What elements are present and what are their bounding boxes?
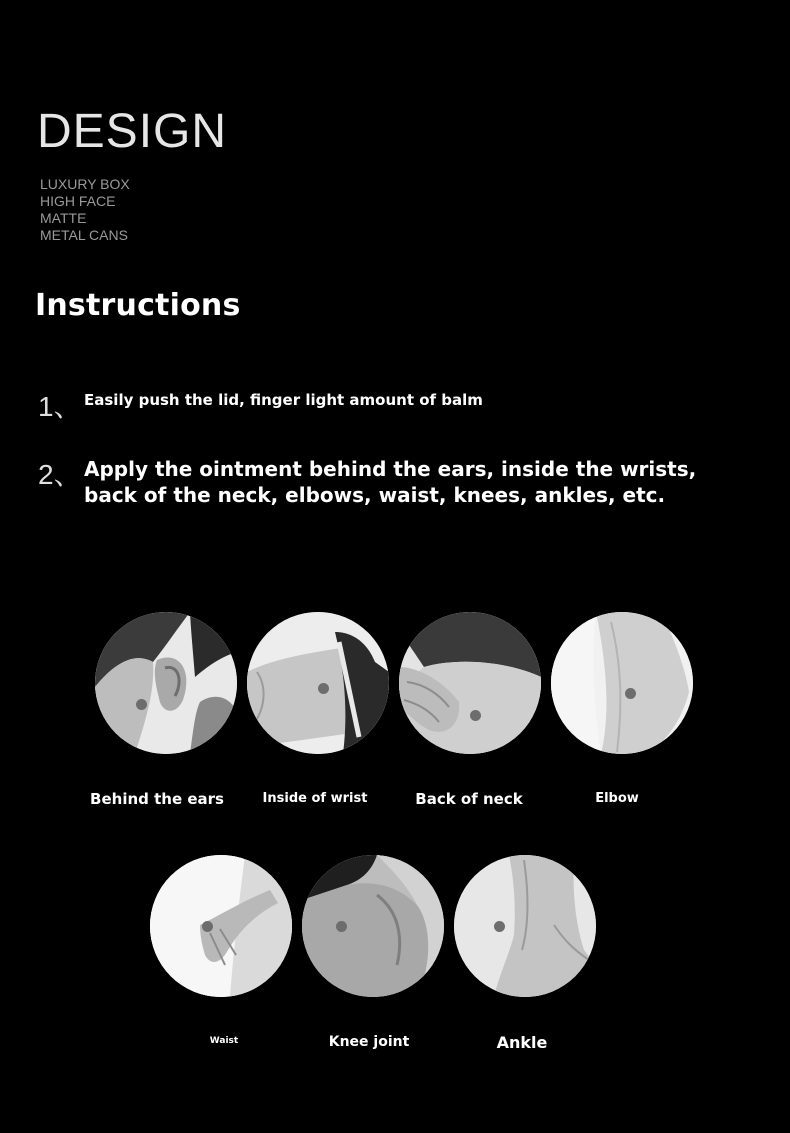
neck-photo-icon [399, 612, 541, 754]
design-feature-item: HIGH FACE [40, 193, 116, 209]
point-caption: Knee joint [328, 1034, 410, 1050]
application-point-dot [625, 688, 636, 699]
application-point-dot [136, 699, 147, 710]
step-text: Apply the ointment behind the ears, inside the wrists, back of the neck, elbows, waist, knees, ankles, etc. [84, 457, 697, 507]
design-feature-item: LUXURY BOX [40, 176, 130, 192]
design-feature-item: METAL CANS [40, 227, 128, 243]
application-point-dot [494, 921, 505, 932]
application-point-dot [336, 921, 347, 932]
ankle-photo-icon [454, 855, 596, 997]
point-caption: Ankle [496, 1033, 548, 1052]
ear-photo-icon [95, 612, 237, 754]
knee-photo-icon [302, 855, 444, 997]
step-text: Easily push the lid, finger light amount of balm [84, 391, 483, 409]
point-caption: Inside of wrist [262, 791, 368, 806]
ear-photo-icon [95, 612, 237, 754]
ankle-photo-icon [454, 855, 596, 997]
design-heading: DESIGN [37, 105, 228, 158]
wrist-photo-icon [247, 612, 389, 754]
waist-photo-icon [150, 855, 292, 997]
design-feature-item: MATTE [40, 210, 87, 226]
neck-photo-icon [399, 612, 541, 754]
knee-photo-icon [302, 855, 444, 997]
step-number: 1、 [38, 391, 82, 422]
waist-photo-icon [150, 855, 292, 997]
point-caption: Elbow [595, 791, 639, 806]
application-point-dot [318, 683, 329, 694]
elbow-photo-icon [551, 612, 693, 754]
point-caption: Behind the ears [90, 790, 224, 808]
design-feature-list [40, 176, 130, 244]
elbow-photo-icon [551, 612, 693, 754]
application-point-dot [202, 921, 213, 932]
step-number: 2、 [38, 459, 82, 490]
point-caption: Waist [209, 1036, 239, 1046]
application-point-dot [470, 710, 481, 721]
instructions-heading: Instructions [35, 288, 241, 323]
wrist-photo-icon [247, 612, 389, 754]
point-caption: Back of neck [415, 790, 523, 808]
